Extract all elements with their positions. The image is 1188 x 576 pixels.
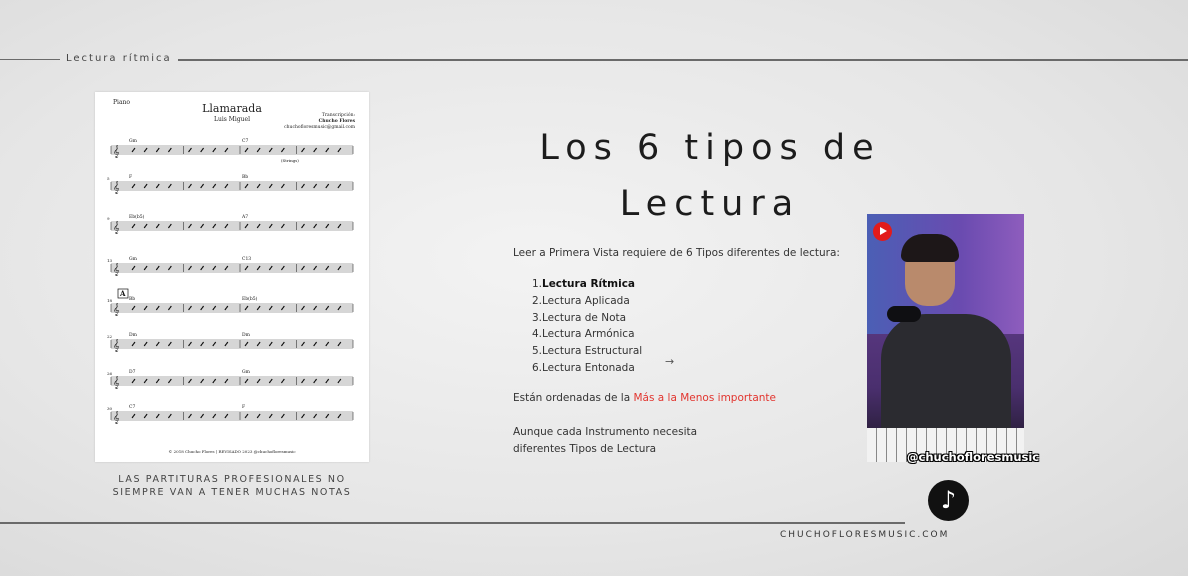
measure-number: 5	[107, 176, 110, 181]
list-item-label: Lectura Armónica	[542, 328, 635, 341]
sheet-instrument: Piano	[113, 99, 131, 106]
order-text	[513, 392, 776, 404]
chord-symbol: C13	[242, 257, 252, 262]
treble-clef-icon: 𝄞	[113, 411, 120, 424]
list-item-label: Lectura Entonada	[542, 361, 635, 374]
page-title	[500, 120, 920, 232]
section-label: Lectura rítmica	[66, 53, 172, 64]
list-item: 6. Lectura Entonada	[528, 360, 642, 377]
sheet-title: Llamarada	[202, 102, 262, 115]
chord-symbol: F	[242, 405, 246, 410]
list-item: 4. Lectura Armónica	[528, 326, 642, 343]
chord-symbol: F	[129, 175, 133, 180]
header-rule-left	[0, 59, 60, 60]
treble-clef-icon: 𝄞	[113, 181, 120, 194]
list-item-label: Lectura Rítmica	[542, 278, 636, 290]
measure-number: 13	[107, 258, 113, 263]
list-item-label: Lectura de Nota	[542, 311, 627, 324]
sheet-music-image	[95, 92, 369, 462]
transcriber-email: chuchofloresmusic@gmail.com	[284, 125, 355, 130]
header-rule	[178, 59, 1188, 61]
list-item-label: Lectura Estructural	[542, 345, 643, 358]
list-item: 3. Lectura de Nota	[528, 310, 642, 327]
chord-symbol: Gm	[242, 370, 250, 375]
intro-text: Leer a Primera Vista requiere de 6 Tipos diferentes de lectura:	[513, 247, 840, 259]
reading-types-list	[528, 276, 642, 377]
youtube-icon	[873, 222, 892, 241]
sheet-composer: Luis Miguel	[214, 116, 250, 123]
chord-symbol: Bb	[242, 175, 249, 180]
chord-symbol: Gm	[129, 139, 137, 144]
chord-symbol: D7	[129, 370, 136, 375]
title-line-1: Los 6 tipos de	[539, 128, 881, 168]
sheet-caption: LAS PARTITURAS PROFESIONALES NO SIEMPRE VAN A TENER MUCHAS NOTAS	[112, 474, 352, 498]
treble-clef-icon: 𝄞	[113, 339, 120, 352]
treble-clef-icon: 𝄞	[113, 263, 120, 276]
chord-symbol: C7	[129, 405, 136, 410]
note-line-2: diferentes Tipos de Lectura	[513, 442, 657, 455]
strings-label: (Strings)	[281, 158, 299, 163]
chord-symbol: Eb(b5)	[129, 215, 145, 220]
chord-symbol: A7	[242, 215, 249, 220]
footer-rule	[0, 522, 905, 524]
treble-clef-icon: 𝄞	[113, 221, 120, 234]
measure-number: 9	[107, 216, 110, 221]
list-item: 2. Lectura Aplicada	[528, 293, 642, 310]
order-prefix: Están ordenadas de la	[513, 392, 634, 404]
microphone	[887, 306, 921, 322]
measure-number: 30	[107, 406, 113, 411]
measure-number: 22	[107, 334, 113, 339]
music-note-icon: ♪	[928, 480, 969, 521]
music-staves	[95, 92, 369, 462]
webcam-overlay	[867, 214, 1040, 464]
transcriber-name: Chucho Flores	[318, 119, 355, 124]
list-item: 1. Lectura Rítmica	[528, 276, 642, 293]
treble-clef-icon: 𝄞	[113, 145, 120, 158]
list-item: 5. Lectura Estructural	[528, 343, 642, 360]
chord-symbol: C7	[242, 139, 249, 144]
chord-symbol: Dm	[129, 333, 137, 338]
chord-symbol: Bb	[129, 297, 136, 302]
treble-clef-icon: 𝄞	[113, 303, 120, 316]
list-item-label: Lectura Aplicada	[542, 294, 630, 307]
transcription-label: Transcripción:	[321, 113, 355, 118]
order-highlight: Más a la Menos importante	[633, 392, 776, 404]
note-line-1: Aunque cada Instrumento necesita	[513, 426, 698, 438]
chord-symbol: Dm	[242, 333, 250, 338]
footer-url: CHUCHOFLORESMUSIC.COM	[780, 530, 950, 540]
sheet-footer: © 2018 Chucho Flores | REVISADO 2023 @chuchofloresmusic	[168, 449, 296, 454]
rehearsal-mark: A	[120, 289, 126, 298]
channel-handle: @chuchofloresmusic	[907, 450, 1040, 464]
chord-symbol: Gm	[129, 257, 137, 262]
measure-number: 26	[107, 371, 113, 376]
treble-clef-icon: 𝄞	[113, 376, 120, 389]
arrow-right-icon: →	[665, 355, 675, 368]
instrument-note	[513, 424, 697, 457]
measure-number: 18	[107, 298, 113, 303]
title-line-2: Lectura	[619, 184, 801, 224]
chord-symbol: Eb(b5)	[242, 297, 258, 302]
